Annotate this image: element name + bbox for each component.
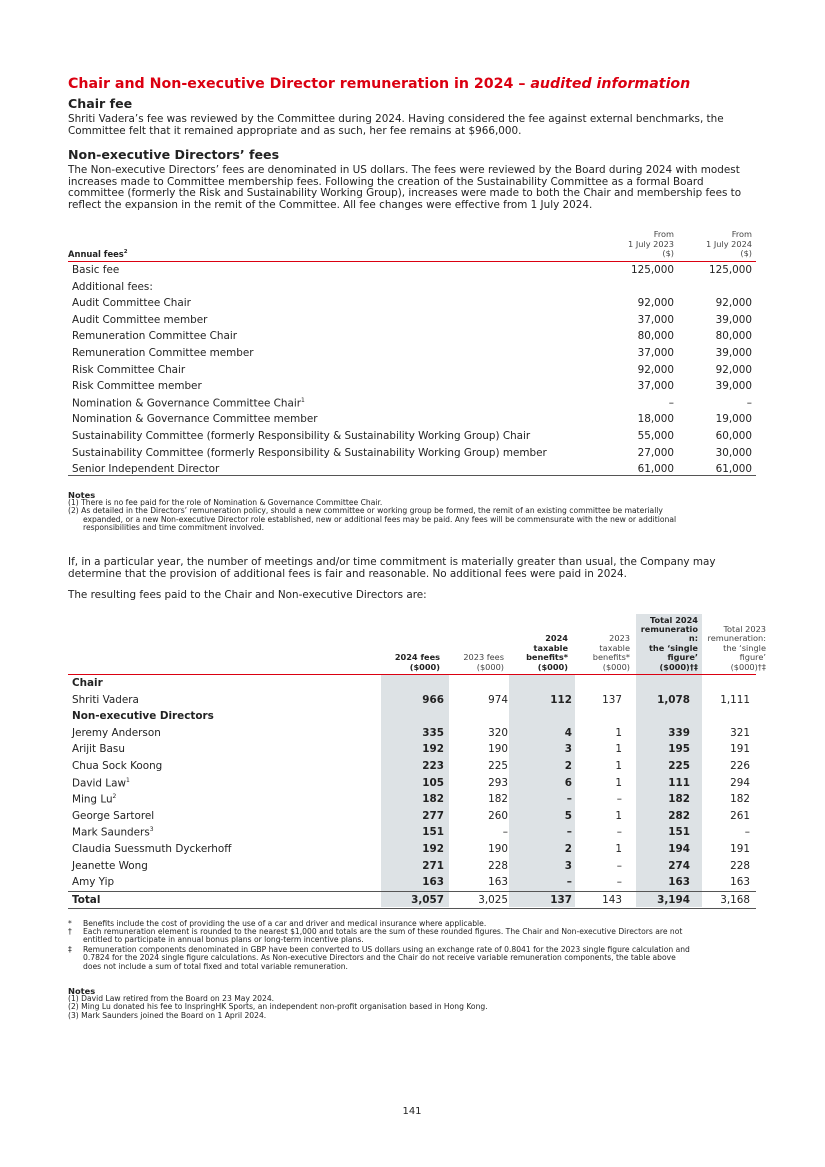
table-row <box>68 725 756 742</box>
section-label: Non-executive Directors <box>72 710 214 723</box>
rem-value-t23: 261 <box>730 809 750 822</box>
fees-table-row <box>68 279 756 296</box>
table-row <box>68 824 756 841</box>
director-name: Ming Lu$^2$ <box>72 793 117 806</box>
rem-value-t24: 274 <box>668 859 690 872</box>
footnote-benefits: * Benefits include the cost of providing the use of a car and driver and medical insurance where applicable. <box>68 919 487 928</box>
rem-value-t23: 3,168 <box>720 893 750 906</box>
fee-role: Senior Independent Director <box>72 463 220 476</box>
rem-value-b24: – <box>566 876 572 889</box>
fee-role: Audit Committee Chair <box>72 297 191 310</box>
fee-role: Additional fees: <box>72 280 153 293</box>
rem-total-row <box>68 891 756 910</box>
fee-2023: 37,000 <box>637 313 674 326</box>
resulting-fees-text: The resulting fees paid to the Chair and Non-executive Directors are: <box>68 589 427 601</box>
table-row <box>68 858 756 875</box>
rem-value-b24: 2 <box>564 843 572 855</box>
table-row <box>68 758 756 775</box>
fees-col-2024: From 1 July 2024 ($) <box>706 229 752 259</box>
rem-value-b24: 112 <box>550 693 572 706</box>
rem-value-t23: 163 <box>730 876 750 889</box>
fee-2023: 92,000 <box>637 297 674 310</box>
director-name: Claudia Suessmuth Dyckerhoff <box>72 843 232 855</box>
rem-value-b23: – <box>616 793 622 806</box>
rem-value-f23: 320 <box>488 726 508 739</box>
fee-2024: 39,000 <box>715 380 752 393</box>
fees-table-row <box>68 428 756 445</box>
rem-value-f24: 163 <box>422 876 444 889</box>
fees-table-row <box>68 295 756 312</box>
fees-col-2023: From 1 July 2023 ($) <box>628 229 674 259</box>
fee-role: Remuneration Committee member <box>72 347 254 359</box>
rem-value-f24: 105 <box>422 776 444 789</box>
director-name: Amy Yip <box>72 876 115 889</box>
chair-fee-text: Shriti Vadera’s fee was reviewed by the Committee during 2024. Having considered the fee against external benchmarks, the Committee felt that it remained appropriate and as such, her fee remains at $966,000. <box>68 113 724 137</box>
rem-col-2024-total: Total 2024 remuneratio n: the ‘single figure’ ($000)†‡ <box>640 614 698 672</box>
fee-2023: 92,000 <box>637 363 674 376</box>
rem-value-t24: 151 <box>668 826 690 839</box>
additional-fees-text: If, in a particular year, the number of meetings and/or time commitment is materially greater than usual, the Company may determine that the provision of additional fees is fair and reasonable. No additional fees were paid in 2024. <box>68 556 716 580</box>
rem-col-2024-benefits: 2024 taxable benefits* ($000) <box>526 633 568 672</box>
rem-value-t24: 163 <box>668 876 690 889</box>
rem-value-t23: 182 <box>730 793 750 806</box>
fees-table-row <box>68 411 756 428</box>
rem-value-b24: 4 <box>564 726 572 739</box>
rem-section-chair <box>68 675 756 692</box>
director-name: Jeremy Anderson <box>72 726 161 739</box>
rem-value-t24: 182 <box>668 793 690 806</box>
table-row <box>68 874 756 891</box>
rem-col-2023-fees: 2023 fees ($000) <box>463 652 504 672</box>
fee-role: Audit Committee member <box>72 313 208 326</box>
rem-value-f23: 190 <box>488 743 508 756</box>
rem-value-t23: 226 <box>730 760 750 772</box>
rem-value-f24: 223 <box>422 760 444 772</box>
fees-table-row <box>68 445 756 462</box>
fee-role: Sustainability Committee (formerly Responsibility & Sustainability Working Group) Chair <box>72 430 531 442</box>
note-item: (1) David Law retired from the Board on 23 May 2024. (2) Ming Lu donated his fee to InspringHK Sports, an independent non-profit organisation based in Hong Kong. (3) Mark Saunders joined the Board on 1 April 2024. <box>68 994 488 1020</box>
table-row <box>68 791 756 808</box>
rem-value-b23: 1 <box>615 760 622 772</box>
director-name: Total <box>72 893 101 906</box>
rem-value-b24: 2 <box>564 760 572 772</box>
rem-value-t23: 294 <box>730 776 750 789</box>
rem-value-b23: 137 <box>602 693 622 706</box>
rem-value-f24: 966 <box>422 693 444 706</box>
rem-value-t24: 225 <box>668 760 690 772</box>
rem-value-t23: 1,111 <box>720 693 750 706</box>
rem-col-2023-total: Total 2023 remuneration: the ‘single figure’ ($000)†‡ <box>707 623 766 672</box>
rem-value-f24: 335 <box>422 726 444 739</box>
table-row <box>68 808 756 825</box>
fees-table-bottom-rule <box>68 475 756 476</box>
rem-value-b23: 1 <box>615 776 622 789</box>
fee-2023: 27,000 <box>637 446 674 459</box>
fee-2024: 61,000 <box>715 463 752 476</box>
fees-table-header <box>68 228 756 262</box>
section-label: Chair <box>72 677 103 689</box>
fee-2024: 80,000 <box>715 330 752 343</box>
table-row <box>68 775 756 792</box>
director-name: Arijit Basu <box>72 743 125 756</box>
rem-value-b23: 1 <box>615 809 622 822</box>
rem-value-t24: 282 <box>668 809 690 822</box>
table-row <box>68 692 756 709</box>
rem-value-t24: 195 <box>668 743 690 756</box>
fees-table-row <box>68 262 756 279</box>
rem-value-b23: 1 <box>615 843 622 855</box>
fee-role: Risk Committee Chair <box>72 363 186 376</box>
rem-value-t24: 3,194 <box>657 893 690 906</box>
fee-role: Nomination & Governance Committee member <box>72 413 318 426</box>
rem-value-f24: 151 <box>422 826 444 839</box>
fee-2023: 61,000 <box>637 463 674 476</box>
rem-value-f23: 3,025 <box>478 893 508 906</box>
table-row <box>68 841 756 858</box>
director-name: Shriti Vadera <box>72 693 139 706</box>
fees-table-label: Annual fees$^2$ <box>68 249 128 259</box>
director-name: George Sartorel <box>72 809 155 822</box>
fee-2024: 60,000 <box>715 430 752 442</box>
rem-value-f24: 3,057 <box>411 893 444 906</box>
fees-table-row <box>68 345 756 362</box>
note-item: (1) There is no fee paid for the role of Nomination & Governance Committee Chair. (2) As detailed in the Directors’ remuneration policy, should a new committee or working group be formed, the remit of an existing committee be materially expanded, or a new Non-executive Director role established, new or additional fees may be paid. Any fees will be commensurate with the new or additional responsibilities and time commitment involved. <box>68 498 677 533</box>
ned-fees-text: The Non-executive Directors’ fees are denominated in US dollars. The fees were reviewed by the Board during 2024 with modest increases made to Committee membership fees. Following the creation of the Sustainability Committee as a formal Board committee (formerly the Risk and Sustainability Working Group), increases were made to both the Chair and membership fees to reflect the expansion in the remit of the Committee. All fee changes were effective from 1 July 2024. <box>68 164 742 211</box>
rem-value-b24: – <box>566 826 572 839</box>
footnote-rounding: † Each remuneration element is rounded to the nearest $1,000 and totals are the sum of these rounded figures. The Chair and Non-executive Directors are not entitled to participate in annual bonus plans or long-term incentive plans. <box>68 927 683 945</box>
rem-value-b23: 1 <box>615 726 622 739</box>
rem-value-f24: 182 <box>422 793 444 806</box>
rem-value-b23: – <box>616 859 622 872</box>
fees-table-row <box>68 395 756 412</box>
fee-2024: – <box>746 396 752 409</box>
rem-value-f24: 192 <box>422 743 444 756</box>
rem-section-neds <box>68 708 756 725</box>
rem-value-f23: 974 <box>488 693 508 706</box>
remuneration-table-header <box>68 610 766 675</box>
rem-col-2023-benefits: 2023 taxable benefits* ($000) <box>592 633 630 672</box>
footnote-exchange-rate: ‡ Remuneration components denominated in GBP have been converted to US dollars using an exchange rate of 0.8041 for the 2023 single figure calculation and 0.7824 for the 2024 single figure calculations. As Non-executive Directors and the Chair do not receive variable remuneration components, the table above does not include a sum of total fixed and total variable remuneration. <box>68 945 690 971</box>
rem-value-f24: 192 <box>422 843 444 855</box>
fee-2024: 92,000 <box>715 297 752 310</box>
rem-value-t24: 339 <box>668 726 690 739</box>
rem-value-t23: 191 <box>730 843 750 855</box>
fee-role: Sustainability Committee (formerly Responsibility & Sustainability Working Group) member <box>72 446 547 459</box>
rem-value-f23: 293 <box>488 776 508 789</box>
rem-value-f23: 260 <box>488 809 508 822</box>
rem-value-b24: 5 <box>564 809 572 822</box>
fee-2024: 39,000 <box>715 347 752 359</box>
table-row <box>68 741 756 758</box>
page-number: 141 <box>402 1106 422 1117</box>
rem-value-b24: 137 <box>550 893 572 906</box>
fee-role: Basic fee <box>72 264 120 276</box>
rem-value-f23: 225 <box>488 760 508 772</box>
director-name: Jeanette Wong <box>72 859 148 872</box>
rem-value-b23: 1 <box>615 743 622 756</box>
fee-2024: 19,000 <box>715 413 752 426</box>
rem-value-b24: 6 <box>564 776 572 789</box>
rem-value-b24: 3 <box>564 859 572 872</box>
rem-value-f23: 163 <box>488 876 508 889</box>
fees-table-row <box>68 362 756 379</box>
director-name: Mark Saunders$^3$ <box>72 826 154 839</box>
rem-value-t23: 191 <box>730 743 750 756</box>
fee-2024: 39,000 <box>715 313 752 326</box>
page-title: Chair and Non-executive Director remuneration in 2024 – audited information <box>68 76 691 92</box>
fees-table-row <box>68 312 756 329</box>
rem-value-f23: 190 <box>488 843 508 855</box>
rem-value-f24: 271 <box>422 859 444 872</box>
rem-value-b24: 3 <box>564 743 572 756</box>
fee-role: Nomination & Governance Committee Chair$^1$ <box>72 396 305 410</box>
fee-2024: 92,000 <box>715 363 752 376</box>
fee-2023: 55,000 <box>637 430 674 442</box>
rem-value-f23: 182 <box>488 793 508 806</box>
fee-2023: – <box>668 396 674 409</box>
rem-col-2024-fees: 2024 fees ($000) <box>394 652 440 672</box>
fee-role: Remuneration Committee Chair <box>72 330 238 343</box>
rem-value-f24: 277 <box>422 809 444 822</box>
rem-value-t23: 228 <box>730 859 750 872</box>
notes-title: Notes <box>68 490 96 500</box>
fee-2023: 80,000 <box>637 330 674 343</box>
notes-title: Notes <box>68 986 96 996</box>
fees-table-row <box>68 378 756 395</box>
director-name: Chua Sock Koong <box>72 760 163 772</box>
rem-value-t24: 194 <box>668 843 690 855</box>
fee-2023: 125,000 <box>631 264 674 276</box>
rem-value-b23: – <box>616 876 622 889</box>
rem-value-t23: – <box>744 826 750 839</box>
fee-2023: 37,000 <box>637 380 674 393</box>
rem-value-t24: 111 <box>668 776 690 789</box>
director-name: David Law$^1$ <box>72 776 130 790</box>
fee-2024: 30,000 <box>715 446 752 459</box>
rem-value-f23: 228 <box>488 859 508 872</box>
rem-value-t24: 1,078 <box>657 693 690 706</box>
chair-fee-heading: Chair fee <box>68 96 133 111</box>
fees-table-row <box>68 328 756 345</box>
fee-2024: 125,000 <box>709 264 752 276</box>
fee-2023: 37,000 <box>637 347 674 359</box>
rem-value-f23: – <box>502 826 508 839</box>
fee-2023: 18,000 <box>637 413 674 426</box>
ned-fees-heading: Non-executive Directors’ fees <box>68 147 280 162</box>
fee-role: Risk Committee member <box>72 380 202 393</box>
rem-value-t23: 321 <box>730 726 750 739</box>
rem-value-b23: 143 <box>602 893 622 906</box>
rem-value-b23: – <box>616 826 622 839</box>
rem-value-b24: – <box>566 793 572 806</box>
